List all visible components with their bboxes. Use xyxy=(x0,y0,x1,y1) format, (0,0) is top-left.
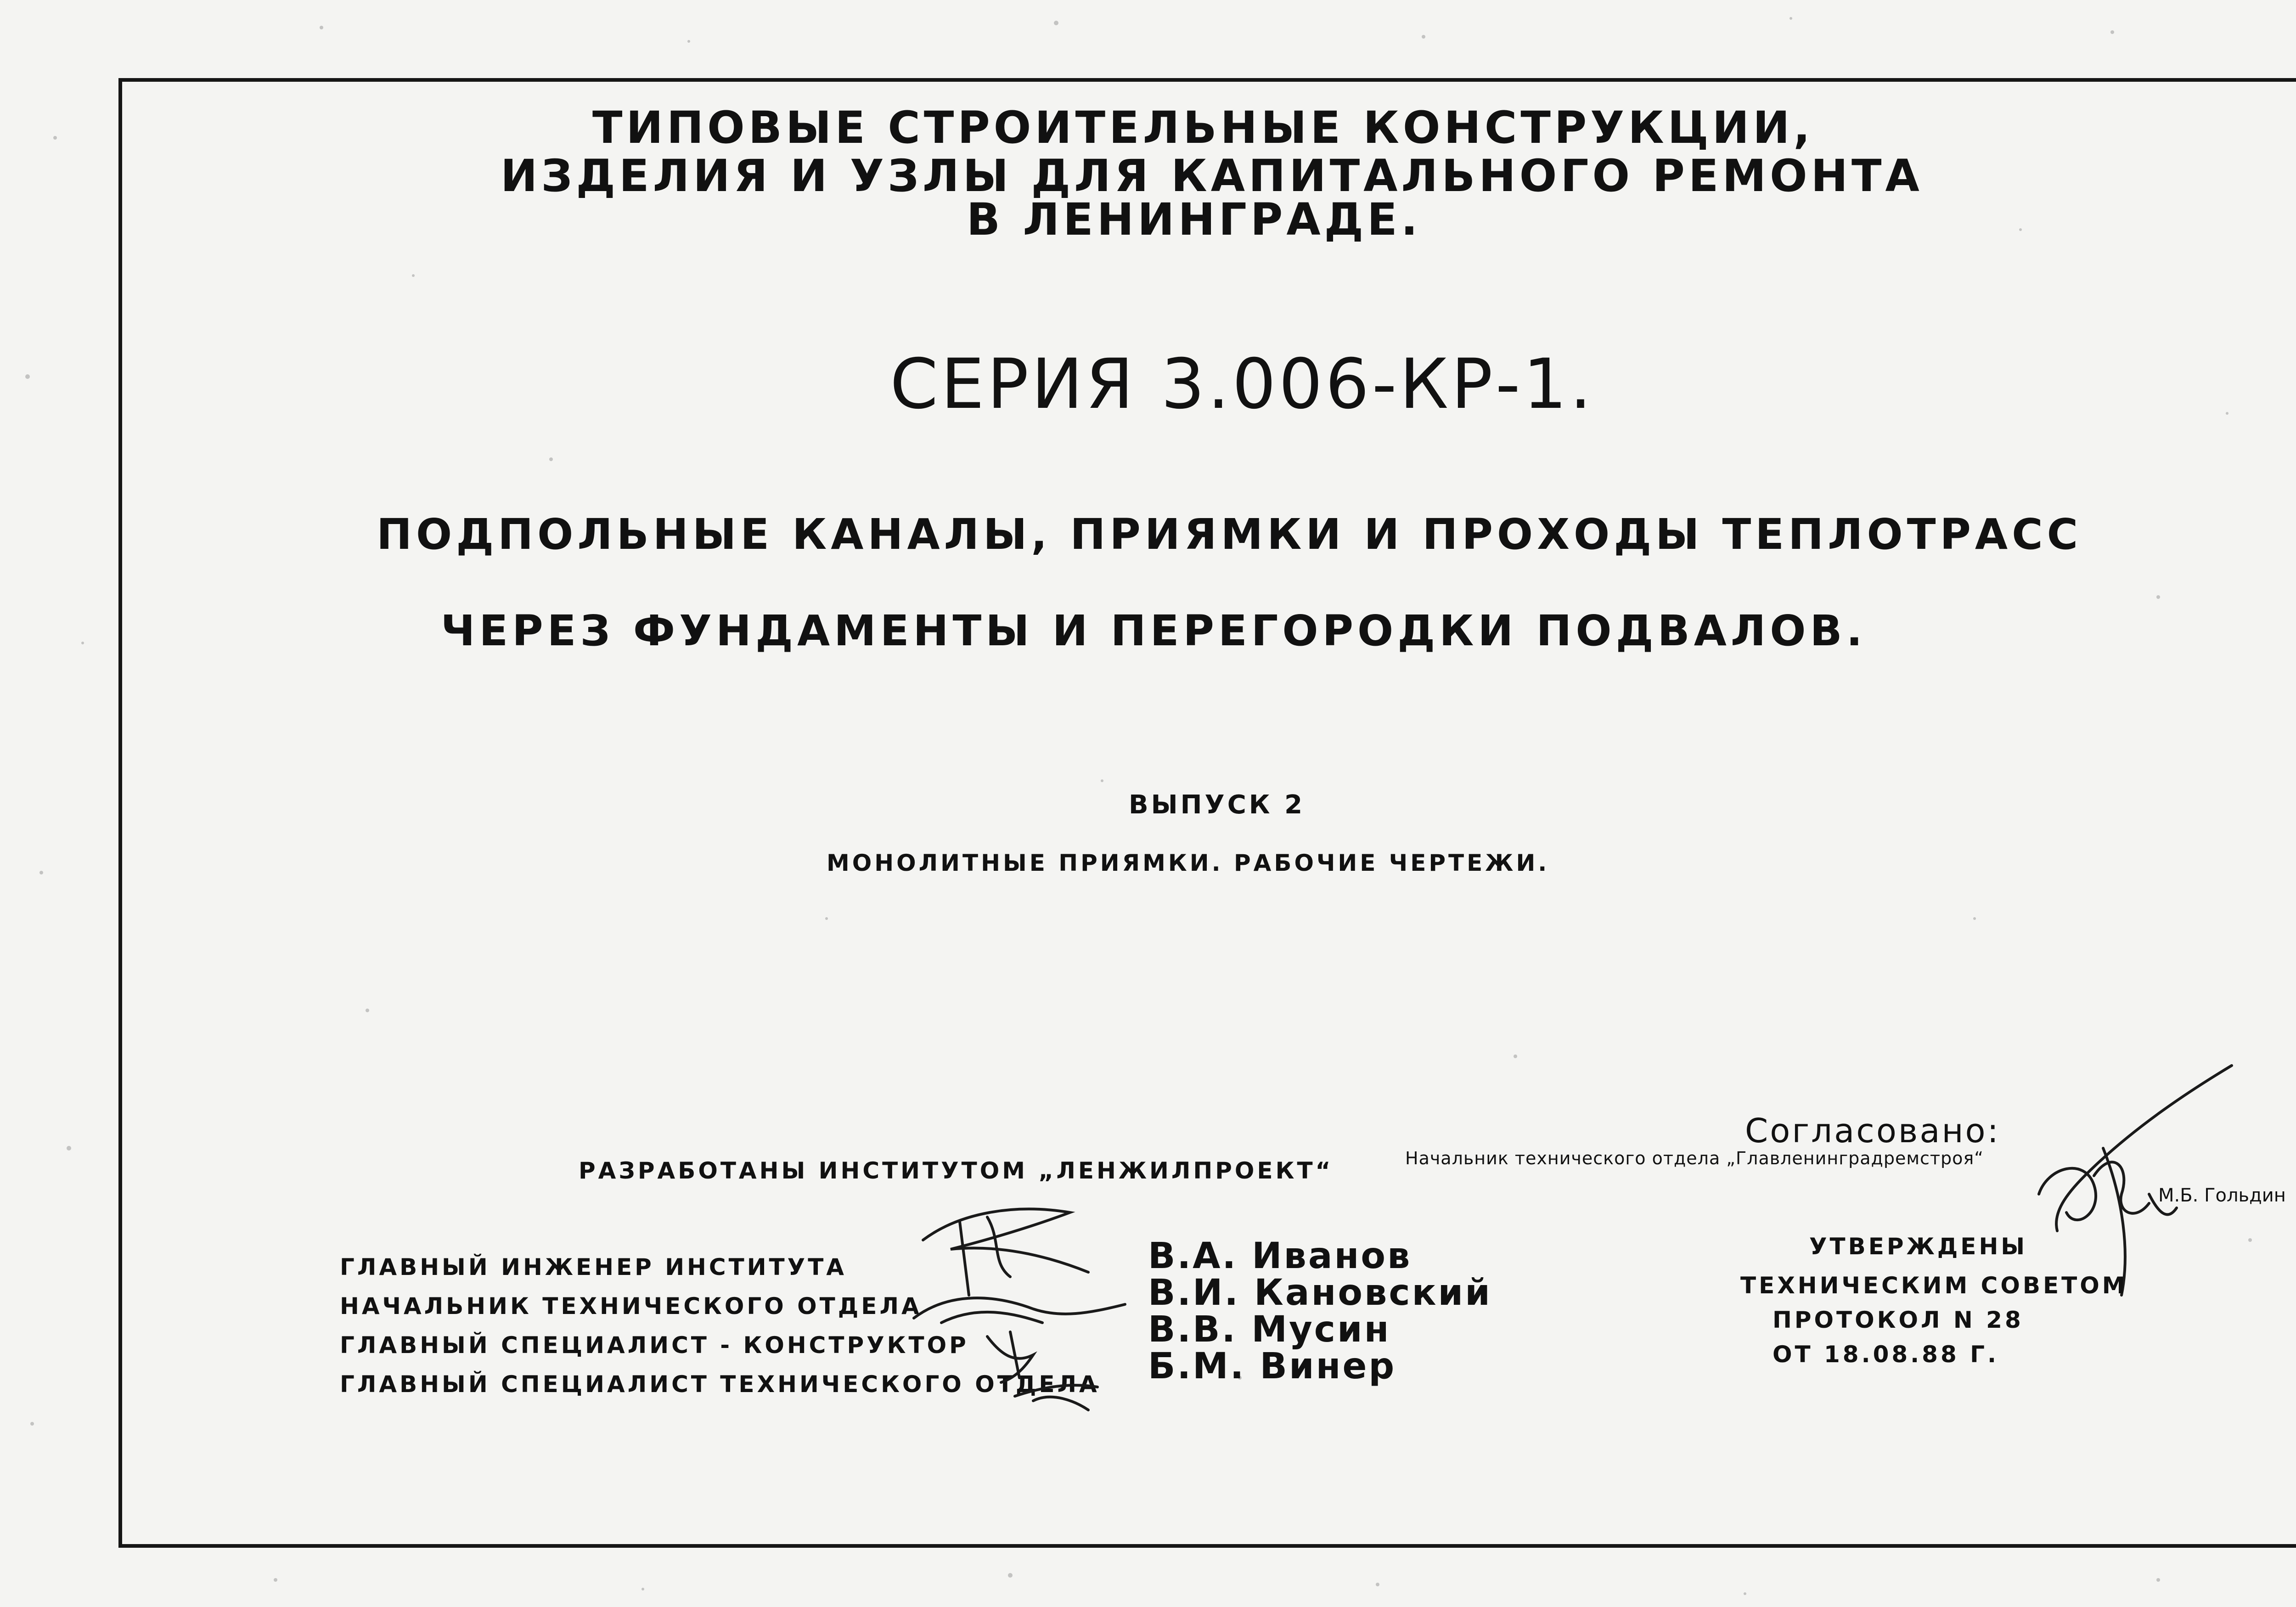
approved-label: УТВЕРЖДЕНЫ xyxy=(1809,1233,2028,1260)
role-chief-engineer: ГЛАВНЫЙ ИНЖЕНЕР ИНСТИТУТА xyxy=(340,1254,847,1280)
name-kanovsky: В.И. Кановский xyxy=(1148,1272,1492,1314)
issue-number: ВЫПУСК 2 xyxy=(1128,790,1306,820)
name-viner: Б.М. Винер xyxy=(1148,1346,1396,1387)
role-head-tech-dept: НАЧАЛЬНИК ТЕХНИЧЕСКОГО ОТДЕЛА xyxy=(340,1293,922,1319)
agreed-name: М.Б. Гольдин xyxy=(2158,1185,2286,1206)
header-line-3: В ЛЕНИНГРАДЕ. xyxy=(966,194,1422,245)
developed-by-label: РАЗРАБОТАНЫ ИНСТИТУТОМ „ЛЕНЖИЛПРОЕКТ“ xyxy=(579,1157,1334,1184)
handwritten-signatures-left xyxy=(895,1185,1153,1424)
series-title: СЕРИЯ 3.006-КР-1. xyxy=(890,344,1594,424)
approved-line-1: ТЕХНИЧЕСКИМ СОВЕТОМ xyxy=(1740,1272,2128,1299)
header-line-1: ТИПОВЫЕ СТРОИТЕЛЬНЫЕ КОНСТРУКЦИИ, xyxy=(592,102,1814,153)
issue-title: МОНОЛИТНЫЕ ПРИЯМКИ. РАБОЧИЕ ЧЕРТЕЖИ. xyxy=(827,850,1550,876)
role-chief-specialist: ГЛАВНЫЙ СПЕЦИАЛИСТ ТЕХНИЧЕСКОГО ОТДЕЛА xyxy=(340,1371,1100,1398)
subject-line-2: ЧЕРЕЗ ФУНДАМЕНТЫ И ПЕРЕГОРОДКИ ПОДВАЛОВ. xyxy=(441,606,1867,655)
agreed-label: Согласовано: xyxy=(1745,1111,2000,1150)
name-musin: В.В. Мусин xyxy=(1148,1309,1391,1350)
header-line-2: ИЗДЕЛИЯ И УЗЛЫ ДЛЯ КАПИТАЛЬНОГО РЕМОНТА xyxy=(501,150,1923,202)
approved-line-2: ПРОТОКОЛ N 28 xyxy=(1773,1307,2024,1333)
approved-line-3: ОТ 18.08.88 Г. xyxy=(1773,1341,1999,1368)
agreed-position: Начальник технического отдела „Главленинградремстроя“ xyxy=(1405,1148,1984,1168)
role-chief-designer: ГЛАВНЫЙ СПЕЦИАЛИСТ - КОНСТРУКТОР xyxy=(340,1332,969,1359)
subject-line-1: ПОДПОЛЬНЫЕ КАНАЛЫ, ПРИЯМКИ И ПРОХОДЫ ТЕПЛОТРАСС xyxy=(377,510,2082,559)
handwritten-signature-agreed xyxy=(2011,1056,2250,1304)
name-ivanov: В.А. Иванов xyxy=(1148,1235,1412,1277)
